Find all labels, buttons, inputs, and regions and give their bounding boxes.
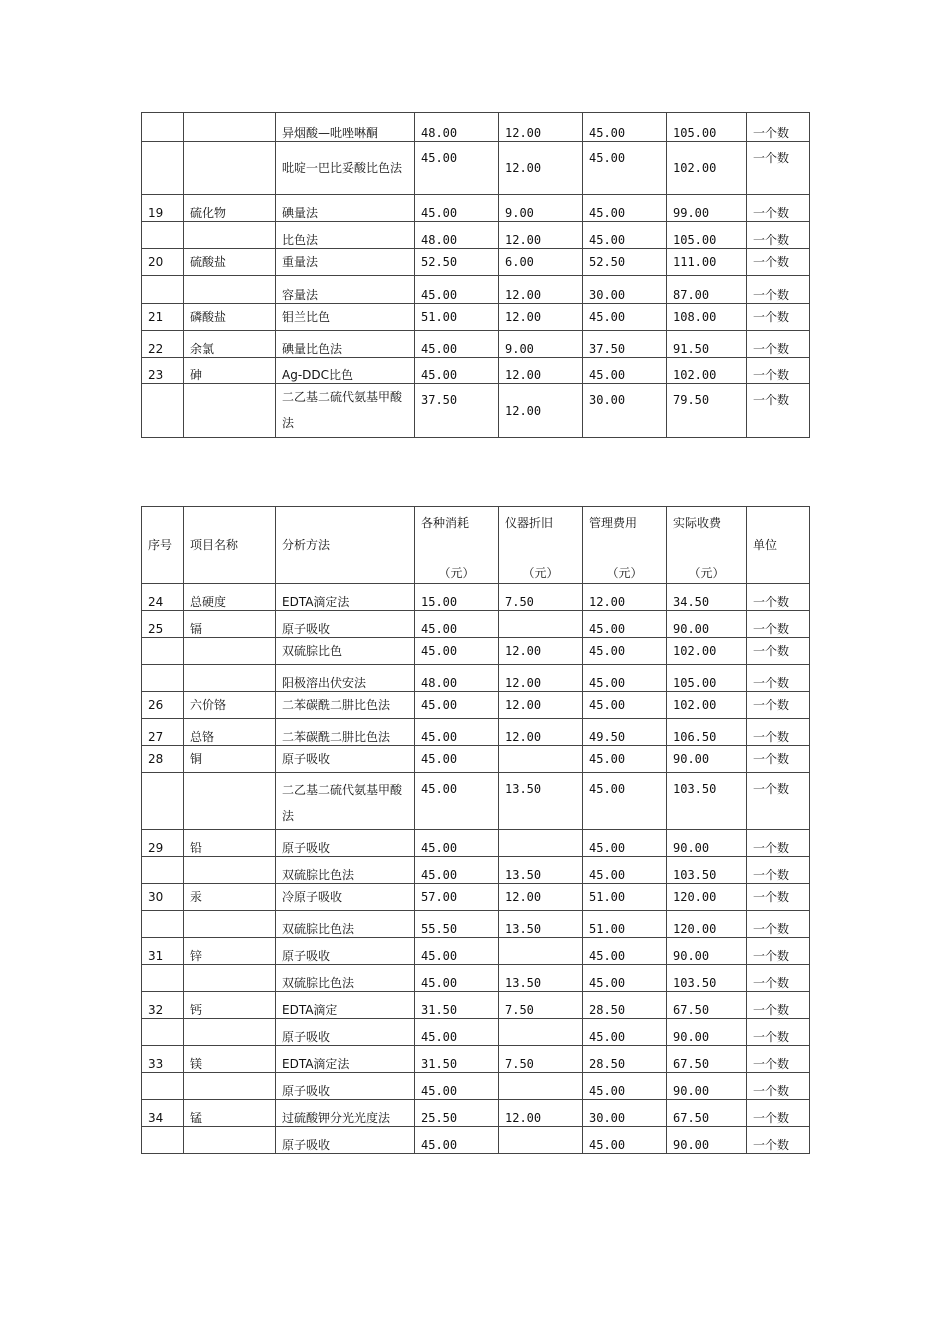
table-row — [142, 884, 810, 911]
item-name: 余氯 — [184, 331, 276, 358]
actual-fee: 90.00 — [667, 1073, 747, 1100]
analysis-method: 碘量比色法 — [276, 331, 415, 358]
unit: 一个数 — [747, 665, 810, 692]
table-row — [142, 911, 810, 938]
management-cost: 45.00 — [583, 195, 667, 222]
unit: 一个数 — [747, 304, 810, 331]
table-row — [142, 938, 810, 965]
table-row — [142, 142, 810, 195]
depreciation-cost — [499, 746, 583, 773]
consumption-cost: 45.00 — [415, 611, 499, 638]
depreciation-cost: 12.00 — [499, 276, 583, 304]
header-analysis-method: 分析方法 — [276, 507, 415, 584]
actual-fee: 67.50 — [667, 1100, 747, 1127]
consumption-cost: 45.00 — [415, 830, 499, 857]
analysis-method: 阳极溶出伏安法 — [276, 665, 415, 692]
unit: 一个数 — [747, 638, 810, 665]
actual-fee: 106.50 — [667, 719, 747, 746]
actual-fee: 105.00 — [667, 113, 747, 142]
management-cost: 30.00 — [583, 384, 667, 438]
price-table-1 — [141, 112, 810, 438]
item-name — [184, 911, 276, 938]
item-name — [184, 773, 276, 830]
management-cost: 45.00 — [583, 857, 667, 884]
depreciation-cost: 13.50 — [499, 773, 583, 830]
consumption-cost: 45.00 — [415, 142, 499, 195]
unit: 一个数 — [747, 857, 810, 884]
consumption-cost: 55.50 — [415, 911, 499, 938]
analysis-method: 钼兰比色 — [276, 304, 415, 331]
depreciation-cost: 12.00 — [499, 665, 583, 692]
actual-fee: 79.50 — [667, 384, 747, 438]
row-number — [142, 1019, 184, 1046]
consumption-cost: 48.00 — [415, 665, 499, 692]
management-cost: 37.50 — [583, 331, 667, 358]
management-cost: 52.50 — [583, 249, 667, 276]
analysis-method: 原子吸收 — [276, 1073, 415, 1100]
consumption-cost: 45.00 — [415, 331, 499, 358]
consumption-cost: 45.00 — [415, 1019, 499, 1046]
analysis-method: EDTA滴定 — [276, 992, 415, 1019]
consumption-cost: 15.00 — [415, 584, 499, 611]
item-name — [184, 857, 276, 884]
consumption-cost: 45.00 — [415, 358, 499, 384]
actual-fee: 103.50 — [667, 965, 747, 992]
table-row — [142, 1019, 810, 1046]
header-item-name: 项目名称 — [184, 507, 276, 584]
table-row — [142, 857, 810, 884]
unit: 一个数 — [747, 1127, 810, 1154]
row-number: 24 — [142, 584, 184, 611]
row-number: 30 — [142, 884, 184, 911]
row-number: 20 — [142, 249, 184, 276]
consumption-cost: 45.00 — [415, 857, 499, 884]
header-management — [583, 507, 667, 584]
header-management-unit: （元） — [606, 566, 643, 580]
actual-fee: 102.00 — [667, 142, 747, 195]
actual-fee: 102.00 — [667, 358, 747, 384]
unit: 一个数 — [747, 276, 810, 304]
consumption-cost: 45.00 — [415, 773, 499, 830]
analysis-method: 原子吸收 — [276, 830, 415, 857]
consumption-cost: 45.00 — [415, 638, 499, 665]
actual-fee: 99.00 — [667, 195, 747, 222]
row-number: 26 — [142, 692, 184, 719]
depreciation-cost: 6.00 — [499, 249, 583, 276]
actual-fee: 102.00 — [667, 638, 747, 665]
actual-fee: 67.50 — [667, 1046, 747, 1073]
depreciation-cost: 7.50 — [499, 584, 583, 611]
depreciation-cost: 12.00 — [499, 638, 583, 665]
depreciation-cost: 12.00 — [499, 719, 583, 746]
analysis-method: 异烟酸—吡唑啉酮 — [276, 113, 415, 142]
analysis-method: 双硫腙比色法 — [276, 911, 415, 938]
actual-fee: 105.00 — [667, 222, 747, 249]
analysis-method: EDTA滴定法 — [276, 1046, 415, 1073]
unit: 一个数 — [747, 222, 810, 249]
analysis-method: 二苯碳酰二肼比色法 — [276, 719, 415, 746]
table-row — [142, 992, 810, 1019]
analysis-method: 原子吸收 — [276, 1127, 415, 1154]
header-number: 序号 — [142, 507, 184, 584]
analysis-method: 原子吸收 — [276, 938, 415, 965]
unit: 一个数 — [747, 584, 810, 611]
analysis-method: 重量法 — [276, 249, 415, 276]
management-cost: 45.00 — [583, 611, 667, 638]
management-cost: 28.50 — [583, 1046, 667, 1073]
row-number — [142, 142, 184, 195]
table-row — [142, 638, 810, 665]
item-name: 磷酸盐 — [184, 304, 276, 331]
unit: 一个数 — [747, 1046, 810, 1073]
consumption-cost: 45.00 — [415, 1127, 499, 1154]
row-number — [142, 384, 184, 438]
consumption-cost: 48.00 — [415, 113, 499, 142]
header-consumption-label: 各种消耗 — [421, 516, 470, 530]
depreciation-cost: 7.50 — [499, 1046, 583, 1073]
row-number — [142, 665, 184, 692]
depreciation-cost: 12.00 — [499, 384, 583, 438]
item-name — [184, 965, 276, 992]
item-name: 总硬度 — [184, 584, 276, 611]
header-actual-fee — [667, 507, 747, 584]
price-table-2 — [141, 506, 810, 1154]
item-name — [184, 142, 276, 195]
unit: 一个数 — [747, 113, 810, 142]
actual-fee: 102.00 — [667, 692, 747, 719]
header-management-label: 管理费用 — [589, 516, 638, 530]
unit: 一个数 — [747, 1100, 810, 1127]
table-row — [142, 195, 810, 222]
management-cost: 45.00 — [583, 938, 667, 965]
header-actual-fee-unit: （元） — [688, 566, 725, 580]
actual-fee: 103.50 — [667, 857, 747, 884]
consumption-cost: 45.00 — [415, 719, 499, 746]
analysis-method: 二乙基二硫代氨基甲酸法 — [276, 773, 415, 830]
table-row — [142, 719, 810, 746]
unit: 一个数 — [747, 384, 810, 438]
item-name: 镉 — [184, 611, 276, 638]
consumption-cost: 45.00 — [415, 692, 499, 719]
management-cost: 28.50 — [583, 992, 667, 1019]
management-cost: 30.00 — [583, 1100, 667, 1127]
management-cost: 12.00 — [583, 584, 667, 611]
unit: 一个数 — [747, 938, 810, 965]
item-name — [184, 113, 276, 142]
management-cost: 30.00 — [583, 276, 667, 304]
actual-fee: 90.00 — [667, 611, 747, 638]
actual-fee: 87.00 — [667, 276, 747, 304]
depreciation-cost: 12.00 — [499, 113, 583, 142]
analysis-method: 原子吸收 — [276, 746, 415, 773]
table-row — [142, 1046, 810, 1073]
depreciation-cost: 13.50 — [499, 965, 583, 992]
row-number: 32 — [142, 992, 184, 1019]
management-cost: 45.00 — [583, 638, 667, 665]
analysis-method: 原子吸收 — [276, 1019, 415, 1046]
analysis-method: 二乙基二硫代氨基甲酸法 — [276, 384, 415, 438]
header-consumption — [415, 507, 499, 584]
unit: 一个数 — [747, 992, 810, 1019]
depreciation-cost: 9.00 — [499, 331, 583, 358]
depreciation-cost: 12.00 — [499, 304, 583, 331]
analysis-method: 冷原子吸收 — [276, 884, 415, 911]
consumption-cost: 51.00 — [415, 304, 499, 331]
header-depreciation — [499, 507, 583, 584]
header-actual-fee-label: 实际收费 — [673, 516, 722, 530]
management-cost: 45.00 — [583, 965, 667, 992]
row-number — [142, 911, 184, 938]
consumption-cost: 45.00 — [415, 195, 499, 222]
management-cost: 45.00 — [583, 304, 667, 331]
actual-fee: 90.00 — [667, 746, 747, 773]
consumption-cost: 57.00 — [415, 884, 499, 911]
item-name — [184, 276, 276, 304]
header-consumption-unit: （元） — [438, 566, 475, 580]
item-name — [184, 222, 276, 249]
actual-fee: 67.50 — [667, 992, 747, 1019]
item-name: 总铬 — [184, 719, 276, 746]
row-number: 28 — [142, 746, 184, 773]
management-cost: 45.00 — [583, 1073, 667, 1100]
actual-fee: 90.00 — [667, 1019, 747, 1046]
depreciation-cost — [499, 830, 583, 857]
depreciation-cost: 12.00 — [499, 692, 583, 719]
unit: 一个数 — [747, 195, 810, 222]
row-number — [142, 638, 184, 665]
management-cost: 45.00 — [583, 142, 667, 195]
management-cost: 45.00 — [583, 1127, 667, 1154]
table-row — [142, 611, 810, 638]
unit: 一个数 — [747, 331, 810, 358]
row-number — [142, 1073, 184, 1100]
unit: 一个数 — [747, 884, 810, 911]
table-row — [142, 222, 810, 249]
unit: 一个数 — [747, 1019, 810, 1046]
management-cost: 49.50 — [583, 719, 667, 746]
depreciation-cost — [499, 1073, 583, 1100]
analysis-method: 吡啶一巴比妥酸比色法 — [276, 142, 415, 195]
row-number — [142, 773, 184, 830]
row-number: 33 — [142, 1046, 184, 1073]
table-row — [142, 665, 810, 692]
table-header-row — [142, 507, 810, 584]
consumption-cost: 52.50 — [415, 249, 499, 276]
consumption-cost: 25.50 — [415, 1100, 499, 1127]
consumption-cost: 45.00 — [415, 938, 499, 965]
actual-fee: 111.00 — [667, 249, 747, 276]
consumption-cost: 31.50 — [415, 992, 499, 1019]
item-name: 镁 — [184, 1046, 276, 1073]
unit: 一个数 — [747, 773, 810, 830]
item-name: 锌 — [184, 938, 276, 965]
actual-fee: 90.00 — [667, 830, 747, 857]
row-number: 25 — [142, 611, 184, 638]
management-cost: 45.00 — [583, 692, 667, 719]
management-cost: 45.00 — [583, 830, 667, 857]
depreciation-cost: 13.50 — [499, 911, 583, 938]
item-name — [184, 1073, 276, 1100]
item-name — [184, 665, 276, 692]
item-name: 硫化物 — [184, 195, 276, 222]
row-number — [142, 113, 184, 142]
consumption-cost: 31.50 — [415, 1046, 499, 1073]
depreciation-cost — [499, 1019, 583, 1046]
unit: 一个数 — [747, 965, 810, 992]
row-number — [142, 857, 184, 884]
actual-fee: 120.00 — [667, 911, 747, 938]
table-row — [142, 692, 810, 719]
row-number: 22 — [142, 331, 184, 358]
row-number: 19 — [142, 195, 184, 222]
actual-fee: 108.00 — [667, 304, 747, 331]
row-number — [142, 965, 184, 992]
depreciation-cost — [499, 611, 583, 638]
management-cost: 45.00 — [583, 1019, 667, 1046]
actual-fee: 34.50 — [667, 584, 747, 611]
table-row — [142, 1073, 810, 1100]
item-name: 锰 — [184, 1100, 276, 1127]
analysis-method: EDTA滴定法 — [276, 584, 415, 611]
unit: 一个数 — [747, 1073, 810, 1100]
unit: 一个数 — [747, 249, 810, 276]
table-row — [142, 1127, 810, 1154]
item-name: 硫酸盐 — [184, 249, 276, 276]
management-cost: 51.00 — [583, 884, 667, 911]
table-row — [142, 304, 810, 331]
row-number: 29 — [142, 830, 184, 857]
depreciation-cost: 12.00 — [499, 222, 583, 249]
unit: 一个数 — [747, 830, 810, 857]
actual-fee: 103.50 — [667, 773, 747, 830]
table-row — [142, 584, 810, 611]
analysis-method: 比色法 — [276, 222, 415, 249]
table-row — [142, 1100, 810, 1127]
management-cost: 45.00 — [583, 222, 667, 249]
item-name: 砷 — [184, 358, 276, 384]
actual-fee: 90.00 — [667, 938, 747, 965]
analysis-method: 双硫腙比色 — [276, 638, 415, 665]
row-number: 34 — [142, 1100, 184, 1127]
item-name: 钙 — [184, 992, 276, 1019]
row-number: 27 — [142, 719, 184, 746]
actual-fee: 120.00 — [667, 884, 747, 911]
table-row — [142, 276, 810, 304]
analysis-method: 双硫腙比色法 — [276, 857, 415, 884]
depreciation-cost: 12.00 — [499, 142, 583, 195]
analysis-method: 双硫腙比色法 — [276, 965, 415, 992]
depreciation-cost: 9.00 — [499, 195, 583, 222]
unit: 一个数 — [747, 358, 810, 384]
unit: 一个数 — [747, 911, 810, 938]
management-cost: 45.00 — [583, 358, 667, 384]
management-cost: 45.00 — [583, 113, 667, 142]
item-name — [184, 384, 276, 438]
table-row — [142, 384, 810, 438]
item-name — [184, 1127, 276, 1154]
table-row — [142, 746, 810, 773]
item-name: 铜 — [184, 746, 276, 773]
analysis-method: 过硫酸钾分光光度法 — [276, 1100, 415, 1127]
row-number: 31 — [142, 938, 184, 965]
consumption-cost: 45.00 — [415, 1073, 499, 1100]
row-number — [142, 276, 184, 304]
header-unit: 单位 — [747, 507, 810, 584]
analysis-method: Ag-DDC比色 — [276, 358, 415, 384]
management-cost: 45.00 — [583, 773, 667, 830]
table-row — [142, 965, 810, 992]
table-row — [142, 249, 810, 276]
unit: 一个数 — [747, 746, 810, 773]
header-depreciation-label: 仪器折旧 — [505, 516, 554, 530]
unit: 一个数 — [747, 719, 810, 746]
unit: 一个数 — [747, 611, 810, 638]
table-row — [142, 358, 810, 384]
management-cost: 51.00 — [583, 911, 667, 938]
analysis-method: 容量法 — [276, 276, 415, 304]
consumption-cost: 48.00 — [415, 222, 499, 249]
table-row — [142, 113, 810, 142]
depreciation-cost — [499, 1127, 583, 1154]
header-depreciation-unit: （元） — [522, 566, 559, 580]
row-number: 23 — [142, 358, 184, 384]
consumption-cost: 37.50 — [415, 384, 499, 438]
analysis-method: 原子吸收 — [276, 611, 415, 638]
depreciation-cost: 12.00 — [499, 358, 583, 384]
item-name: 六价铬 — [184, 692, 276, 719]
actual-fee: 90.00 — [667, 1127, 747, 1154]
item-name — [184, 638, 276, 665]
depreciation-cost — [499, 938, 583, 965]
consumption-cost: 45.00 — [415, 276, 499, 304]
item-name: 汞 — [184, 884, 276, 911]
depreciation-cost: 12.00 — [499, 1100, 583, 1127]
item-name — [184, 1019, 276, 1046]
depreciation-cost: 12.00 — [499, 884, 583, 911]
unit: 一个数 — [747, 142, 810, 195]
depreciation-cost: 13.50 — [499, 857, 583, 884]
unit: 一个数 — [747, 692, 810, 719]
management-cost: 45.00 — [583, 746, 667, 773]
consumption-cost: 45.00 — [415, 965, 499, 992]
row-number — [142, 222, 184, 249]
table-row — [142, 331, 810, 358]
actual-fee: 91.50 — [667, 331, 747, 358]
analysis-method: 碘量法 — [276, 195, 415, 222]
depreciation-cost: 7.50 — [499, 992, 583, 1019]
item-name: 铅 — [184, 830, 276, 857]
analysis-method: 二苯碳酰二肼比色法 — [276, 692, 415, 719]
table-row — [142, 773, 810, 830]
actual-fee: 105.00 — [667, 665, 747, 692]
table-row — [142, 830, 810, 857]
row-number — [142, 1127, 184, 1154]
row-number: 21 — [142, 304, 184, 331]
consumption-cost: 45.00 — [415, 746, 499, 773]
management-cost: 45.00 — [583, 665, 667, 692]
